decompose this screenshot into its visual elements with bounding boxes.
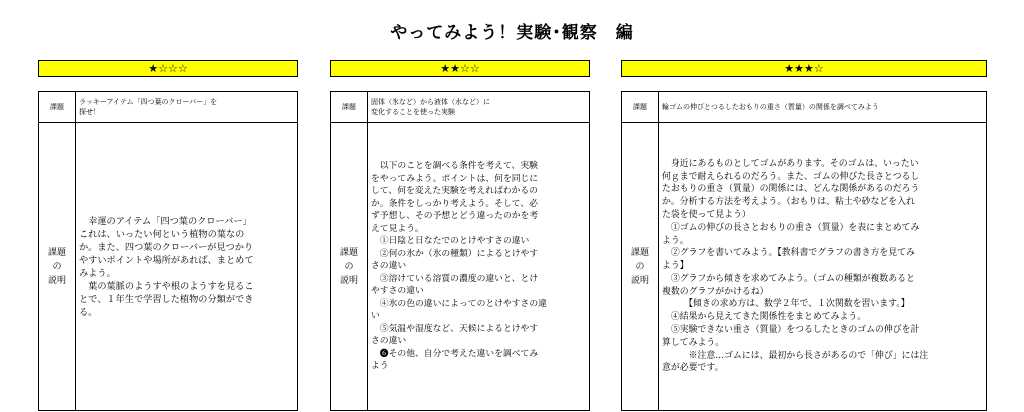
card-level-3 <box>621 60 987 411</box>
description-text: 幸運のアイテム「四つ葉のクローバー」 これは、いったい何という植物の葉なの か。また、四つ葉のクローバーが見つかり やすいポイントや場所があれば、まとめて みよう。 葉の葉脈のようすや根のようすを見るこ とで、１年生で学習した植物の分類ができ る。 <box>79 215 254 318</box>
description-text: 身近にあるものとしてゴムがあります。そのゴムは、いったい 何ｇまで耐えられるのだろう。また、ゴムの伸びた長さとつるし たおもりの重さ（質量）の関係には、どんな関係があるのだろう か。分析する方法を考えよう。（おもりは、粘土や砂などを入れ た袋を使って見よう） ①ゴムの伸びの長さとおもりの重さ（質量）を表にまとめてみ よう。 ②グラフを書いてみよう。【教科書でグラフの書き方を見てみ よう】 ③グラフから傾きを求めてみよう。（ゴムの種類が複数あると 複数のグラフがかけるね） 【傾きの求め方は、数学２年で、１次関数を習います。】 ④結果から見えてきた関係性をまとめてみよう。 ⑤実験できない重さ（質量）をつるしたときのゴムの伸びを計 算してみよう。 ※注意…ゴムには、最初から長さがあるので「伸び」には注 意が必要です。 <box>662 158 929 374</box>
task-label: 課題 <box>331 92 368 122</box>
star-rating-bar: ★★☆☆ <box>330 60 590 77</box>
card-level-1 <box>38 60 298 411</box>
task-text: 固体（氷など）から液体（水など）に 変化することを使った実験 <box>371 98 490 116</box>
task-label: 課題 <box>39 92 76 122</box>
description-label: 課題 の 説明 <box>622 123 659 410</box>
card-level-2 <box>330 60 590 411</box>
task-text: ラッキーアイテム「四つ葉のクローバー」を 探せ！ <box>79 98 218 116</box>
card-table <box>38 91 298 411</box>
task-label: 課題 <box>622 92 659 122</box>
description-row <box>331 123 589 410</box>
description-row <box>39 123 297 410</box>
description-label: 課題 の 説明 <box>39 123 76 410</box>
description-row <box>622 123 986 410</box>
task-row <box>331 92 589 123</box>
task-text: 輪ゴムの伸びとつるしたおもりの重さ（質量）の関係を調べてみよう <box>662 103 879 111</box>
card-table <box>330 91 590 411</box>
task-row <box>622 92 986 123</box>
description-text: 以下のことを調べる条件を考えて、実験 をやってみよう。ポイントは、何を同じに して、何を変えた実験を考えればわかるの か。条件をしっかり考えよう。そして、必 ず予想し、その予想とどう違ったのかを考 えて見よう。 ①日陰と日なたでのとけやすさの違い ②何の氷か（氷の種類）によるとけやす さの違い ③溶けている溶質の濃度の違いと、とけ やすさの違い ④氷の色の違いによってのとけやすさの違 い ⑤気温や湿度など、天候によるとけやす さの違い ❻その他、自分で考えた違いを調べてみ よう <box>371 161 547 372</box>
task-row <box>39 92 297 123</box>
page-title: やってみよう！実験･観察 編 <box>390 23 634 43</box>
description-label: 課題 の 説明 <box>331 123 368 410</box>
star-rating-bar: ★★★☆ <box>621 60 987 77</box>
star-rating-bar: ★☆☆☆ <box>38 60 298 77</box>
card-table <box>621 91 987 411</box>
